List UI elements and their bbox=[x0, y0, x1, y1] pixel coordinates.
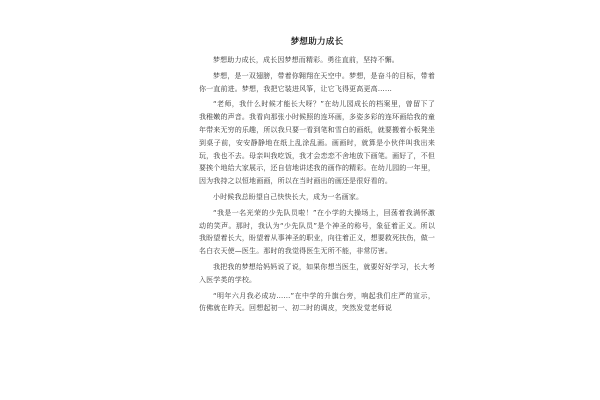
essay-paragraph-1: 梦想助力成长，成长因梦想而精彩。勇往直前，坚持不懈。 bbox=[213, 56, 399, 64]
essay-paragraph-4: 小时候我总盼望自己快快长大，成为一名画家。 bbox=[213, 192, 364, 201]
essay-paragraph-3: “老师，我什么时候才能长大呀？”在幼儿园成长的档案里，曾留下了我稚嫩的声音。我看向那张小时候照的连环画，多姿多彩的连环画给我的童年带来无穷的乐趣，所以我只要一看到笔和雪白的画纸，就要搬着小板凳坐到桌子前，安安静静地在纸上乱涂乱画。画画时，就算是小伙伴叫我出来玩，我也不去。母亲叫我吃饭，我才会恋恋不舍地放下画笔。画好了，不但要挨个地给大家展示，还自信地讲述我的画作的精彩。在幼儿园的一年里，因为我持之以恒地画画，所以在当时画出的画还是很好看的。 bbox=[199, 100, 435, 186]
essay-title: 梦想助力成长 bbox=[290, 37, 344, 47]
essay-paragraph-6: 我把我的梦想给妈妈说了说，如果你想当医生，就要好好学习，长大考入医学类的学校。 bbox=[199, 262, 435, 284]
essay-article bbox=[199, 36, 435, 315]
essay-paragraph-2: 梦想，是一双翅膀，带着你翱翔在天空中。梦想，是奋斗的目标，带着你一直前进。梦想，我把它装进风筝，让它飞得更高更高…… bbox=[199, 71, 435, 93]
essay-paragraph-5: “我是一名光荣的少先队员啦！”在小学的大操场上，回荡着我满怀激动的笑声。那时，我认为“少先队员”是个神圣的称号，象征着正义。所以我盼望着长大，盼望着从事神圣的职业，向往着正义，想要救死扶伤，做一名白衣天使—医生。那时的我觉得医生无所不能，非常厉害。 bbox=[199, 208, 435, 256]
essay-paragraph-7: “明年六月我必成功……”在中学的升旗台旁，响起我们庄严的宣示，仿佛就在昨天。回想起初一、初二时的调皮，突然发觉老师说 bbox=[199, 291, 435, 313]
